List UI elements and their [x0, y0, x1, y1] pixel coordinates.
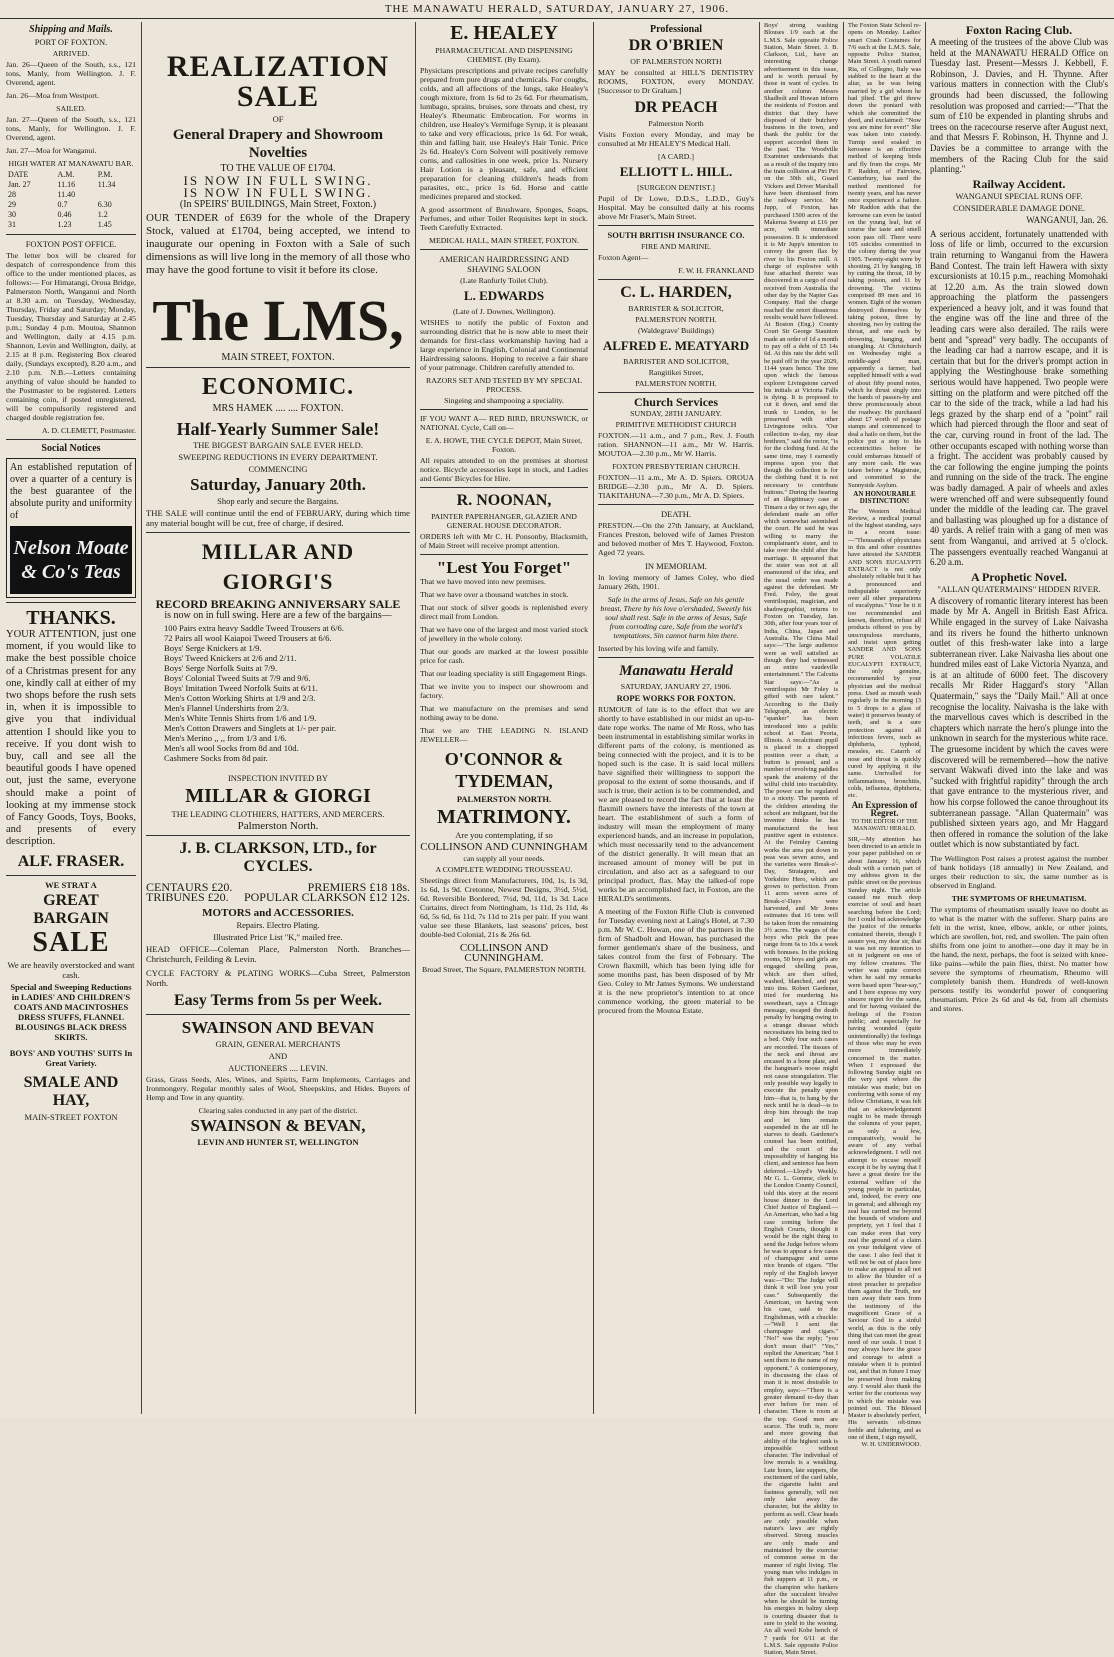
regret-heading: An Expression of Regret. — [851, 800, 918, 818]
edwards-late: (Late of J. Downes, Wellington). — [452, 307, 556, 316]
edwards-text: WISHES to notify the public of Foxton and surrounding district that he is now able to meet their demands for first-class workmanship having had a large experience in English, Colonial and Continental Hairdressing saloons. Hoping to receive a fair share of your patronage. Children carefully attended to. — [420, 318, 588, 372]
list-item: Men's White Tennis Shirts from 1/6 and 1/9. — [164, 713, 317, 723]
meatyard-pn: PALMERSTON NORTH. — [635, 379, 717, 388]
swainson-title: SWAINSON AND BEVAN — [181, 1018, 375, 1037]
contemplating: Are you contemplating, if so — [455, 830, 553, 840]
obrien-text: MAY be consulted at HILL'S DENTISTRY ROOMS, FOXTON, every MONDAY. [Successor to Dr Graham.] — [598, 68, 754, 95]
symptoms-text: The symptoms of rheumatism usually leave no doubt as to what is the matter with the sufferer. Sharp pains are felt in the wrist, knee, elbow, ankle, or other joints, which are swollen, hot, red, and swollen. The pain often shifts from one joint to another—one day it may be in the hand, the next, perhaps, the foot is seized with knee-like pains—while the pain flies, thirst. No matter how severe the symptoms of rheumatism, Rheumo will completely banish them. Hundreds of well-known persons testify its wonderful power of conquering rheumatism. Price 2s 6d and 4s 6d, from all chemists and stores. — [930, 904, 1108, 1013]
list-item: That our stock of silver goods is replenished every direct mail from London. — [420, 603, 588, 621]
auctioneers: AUCTIONEERS .... LEVIN. — [228, 1063, 328, 1073]
tide-cell: 11.16 — [57, 180, 76, 189]
smale-hay: SMALE AND HAY, — [23, 1073, 119, 1109]
sheetings: Sheetings direct from Manufacturers, 10d, 1s, 1s 3d, 1s 6d, 1s 9d. Cretonne, Newest Designs, 3½d, 5½d, 6d. Reversible Bordered, 7½d, 9d, 11d, 1s 3d. Lace Curtains, direct from Nottingham, 1s 11d, 2s 11d, 4s 6d, 5s 6d, 6s 11d, 7s 11d to 21s per pair. If you want value see these Blankets, last seasons' prices, best double-bed Colonial, 21s & 26s 6d. — [420, 876, 588, 939]
lms-address: MAIN STREET, FOXTON. — [221, 352, 335, 363]
highwater-heading: HIGH WATER AT MANAWATU BAR. — [8, 159, 134, 168]
post-office-heading: FOXTON POST OFFICE. — [25, 239, 117, 249]
regret-to: TO THE EDITOR OF THE MANAWATU HERALD. — [851, 819, 918, 833]
tribunes-price: TRIBUNES £20. — [146, 890, 229, 904]
edwards-name: L. EDWARDS — [463, 288, 545, 303]
honour-text: The Western Medical Review, a medical journal of the highest standing, says in a recent issue:—"Thousands of physicians in this and other countries have attested the SANDER AND SONS EUCALYPTI EXTRACT is not only absolutely reliable but it has a pronounced and indisputable superiority over all other preparations of eucalyptus." Your be it it too recommended and known, therefore, refuse all products offered to you by unscrupulous merchants, and insist upon getting SANDER AND SONS PURE VOLATILE EUCALYPTI EXTRACT, the only genuine, recommended by your physician and the medical press. Used as mouth wash regularly in the morning (3 to 5 drops to a glass of water) it preserves beauty of teeth, and is a sure protection against all infectious fevers, such as diphtheria, typhoid, measles, etc. Catarrh of nose and throat is quickly cured by applying it the same. Unrivalled for inflammations, bronchitis, colds, influenza, diphtheria, etc. — [848, 507, 921, 800]
rope-heading: ROPE WORKS FOR FOXTON. — [616, 693, 736, 703]
sale-heading: SALE — [32, 926, 110, 958]
divider — [598, 657, 754, 658]
nelson-text: An established reputation of over a quarter of a century is the best guarantee of the absolute purity and uniformity of — [10, 462, 132, 521]
professional-heading: Professional — [649, 24, 703, 35]
tide-cell: 1.23 — [57, 220, 72, 229]
table-row — [6, 190, 136, 200]
pnorth: PALMERSTON NORTH. — [456, 794, 552, 804]
presbyterian-heading: FOXTON PRESBYTERIAN CHURCH. — [612, 462, 740, 471]
list-item: Boys' Tweed Knickers at 2/6 and 2/11. — [164, 653, 297, 663]
divider — [598, 225, 754, 226]
divider — [598, 279, 754, 280]
tender-text: OUR TENDER of £639 for the whole of the Drapery Stock, valued at £1704, being accepted, we intend to inaugurate our opening in Foxton with a Sale of such dimensions as will live long in the memory of all those who may have the good fortune to visit it before its close. — [146, 212, 410, 276]
list-item: That we have moved into new premises. — [420, 577, 546, 586]
harden-pn: PALMERSTON NORTH. — [635, 315, 717, 324]
mg-title: MILLAR & GIORGI — [185, 785, 371, 807]
primitive-heading: PRIMITIVE METHODIST CHURCH — [615, 420, 737, 429]
repairs-line: Repairs. Electro Plating. — [236, 920, 320, 930]
now-swing-1: IS NOW IN FULL SWING. — [183, 173, 373, 188]
table-row — [6, 180, 136, 190]
collinson-2: COLLINSON AND CUNNINGHAM. — [459, 942, 549, 964]
saturday-date: Saturday, January 20th. — [190, 475, 366, 494]
rope-text-2: A meeting of the Foxton Rifle Club is convened for Tuesday evening next at Laing's Hotel, at 7.30 p.m. Mr W. C. Howan, one of the partners in the firm of Shadbolt and Howan, has purchased the former gentleman's share of the business, and takes control from the first of February. The Crown flaxmill, which has been lying idle for some months past, has been disposed of by Mr Geo. Coley to Mr James Symons. We understand it is the new proprietor's intention to at once commence working, the green material to be procured from the Moutoa Estate. — [598, 907, 754, 1015]
inspection: INSPECTION INVITED BY — [227, 773, 329, 783]
healey-title: E. HEALEY — [450, 22, 558, 44]
list-item: 72 Pairs all wool Kaiapoi Tweed Trousers at 6/6. — [164, 633, 332, 643]
sweeping-reductions: SWEEPING REDUCTIONS IN EVERY DEPARTMENT. — [178, 452, 378, 462]
list-item: Men's all wool Socks from 8d and 10d. — [164, 743, 299, 753]
table-row — [6, 210, 136, 220]
news-items: Boys' strong washing Blouses 1/9 each at the L.M.S. Sale opposite Police Station, Main Street. J. B. Clarkson, Ltd., have an interesting change advertisement in this issue, and is worth perusal by those in want of cycles. In another column Messrs Shadbolt and Howan inform the residents of Foxton and district that they have disposed of their butchery business in the town, and thank the public for the support accorded them in the past. The Woodville Examiner understands that as a result of the inquiry into the train collision at Piri Piri on the 30th ult., Guard Vickers and Driver Marshall have been dismissed from the railway service. Mr Jupp, of Foxton, has purchased 1500 acres of the Makerua Swamp at £16 per acre, with immediate possession. It is understood it is Mr Jupp's intention to convey the green flax by river to his Foxton mill. A charge of explosive with fuse attached thereto was discovered in a cargo of coal received from Australia the other day by the Napier Gas Company. Had the charge reached the retort disastrous results would have followed. At Boston (Eng.) County Court Sir George Staunton made an order of 1d a month to pay off a debt of £5 14s 6d. At this rate the debt will be paid off in the year 2029, 1144 years hence. The tree upon which the famous explorer Livingstone carved his initials at Victoria Falls is dying. It is proposed to cut it down, and send the trunk to London, to be preserved with other Livingstone relics. "Our collection to-day, my dear brethren," said the rector, "is for the clothing fund. At the same time, may I earnestly impress upon you that though the collection is for the clothing fund it is not necessary to contribute buttons." During the hearing of an illegitimacy case at Timaru a day or two ago, the defendant made an offer which somewhat astonished the court. He said he was willing to marry the complainant's sister, and to take over the child after the marriage. It appeared that the sister was not at all enamoured of the idea, and the usual order was made against the defendant. Mr Fred. Foley, the great ventriloquist, magician, and shadowgraphist, returns to Foxton on Tuesday, Jan. 30th, after four years tour of India, China, Japan and Australia. The China Mail says:—"The large audience were as well satisfied as though they had witnessed an entire vaudeville entertainment." The Calcutta Star says:—"As a ventriloquist Mr Foley is gifted with rare talent." According to the Daily Telegraph, an electric "spanker" has been introduced into a public school at East Peoria, Illinois. A recalcitrant pupil is placed in a chopped position over a chair, a button is pressed, and a number of revolving paddles spank the anatomy of the wilful child into tractability. The power can be regulated to a nicety. The parents of the children attending the school are indignant, but the inventor thinks he has manufactured the best punitive agent in existence. At the Feimley Canning works the area put down in peas was seven acres, and the varieties were Break-o'-Day, Stratagem, and Yorkshire Hero, which are grown to perfection. From 11 acres seven acres of Break-o'-Days were harvested, and Mr Jones estimates that 16 tons will be taken from the remaining 3½ acres. The wages of the boys who pick the peas range from 6s to 10s a week with bonuses. In the picking rooms, 50 boys and girls are engaged shelling peas, which are then sifted, washed, blanched, and put into tins. Robert Gardener, tried for murdering his sweetheart, says a Chicago message, escaped the death penalty by hanging owing to a strange disease which necessitates his being tied to a bed. Only four such cases are recorded. The tissues of the neck and throat are encased in a bone plate, and the hangman's noose might not cause strangulation. The only possible way legally to execute the penalty upon him—that is, to hang by the neck until he is dead—is to drop him through the trap and let him remain suspended in the air till he starves to death. Gardener's counsel has been notified, and the court of the impossibility of hanging his client, and sentence has been deferred.—Lloyd's Weekly. Mr G. L. Gomme, clerk to the London County Council, told this story at the recent house dinner to the Lord Chief Justice of England.—An American, who had a big case coming before the English Courts, thought it would be the right thing to send the Judge before whom he was to appear a few cases of champagne and some nice brands of cigars. "The reply of the English lawyer was:—"Do: The Judge will think it will lose you your case." Subsequently the American, on having won his case, said to the Englishman, with a chuckle:—"Well I sent the champagne and cigars." "No!" was the reply; "you don't mean that!" "Yes," replied the American; "but I sent them in the name of my opponent." A contemporary, in discussing the class of man it is most desirable to employ, says:—"There is a greater demand to-day than ever before for men of character. There is room at the top. Good men are scarce. The truth is, more and more growing that ability of the highest rank is impossible without character. The individual of low morals is a weakling. Late hours, late suppers, the excitement of the card table, the cigarette habit and fastness generally, will not only take away the character, but the ability to perform as well. Clear heads are only possible when nature's laws are rightly observed. Strong muscles are only made and maintained by the exercise of common sense in the manner of right living. The young man who indulges in fish suppers at 11 p.m., or the champion who hankers after the succulent bivalve when he should be turning his energies in balmy sleep is courting disaster that is sure to yield to the wooing. An all wool Kobe bench of 7 yards for 6/11 at the L.M.S. Sale opposite Police Station, Main Street. — [764, 22, 838, 1657]
tide-cell — [96, 190, 136, 200]
death-text: PRESTON.—On the 27th January, at Auckland, Frances Preston, beloved wife of James Preston and beloved mother of Mrs T. Haywood, Foxton. Aged 72 years. — [598, 521, 754, 557]
clarkson-title: J. B. CLARKSON, LTD., for CYCLES. — [179, 840, 377, 875]
list-item: That our leading speciality is still Engagement Rings. — [420, 669, 588, 678]
tide-cell: 31 — [8, 220, 16, 229]
oconnor-title: O'CONNOR & TYDEMAN, — [444, 749, 564, 791]
can-supply: can supply all your needs. — [463, 854, 545, 863]
tide-header-row — [6, 170, 136, 180]
divider — [420, 487, 588, 488]
of-label: OF — [272, 114, 284, 124]
realization-heading: REALIZATION SALE — [166, 50, 390, 113]
list-item: Men's Merino ,, ,, from 1/3 and 1/6. — [164, 733, 287, 743]
memoriam-text: In loving memory of James Coley, who died January 26th, 1901. — [598, 573, 754, 591]
foxton-agent: Foxton Agent— — [598, 253, 649, 262]
grain-text: Grass, Grass Seeds, Ales, Wines, and Spirits, Farm Implements, Carriages and Ironmongery. Regular monthly sales of Wool, Sheepskins, and Hides. Buyers of Hemp and Tow in any quantity. — [146, 1075, 410, 1102]
sale-continue: THE SALE will continue until the end of FEBRUARY, during which time any material bought will be cut, free of charge, if desired. — [146, 508, 410, 528]
table-row — [6, 220, 136, 230]
racing-heading: Foxton Racing Club. — [965, 23, 1073, 37]
allan-heading: "ALLAN QUATERMAINS" HIDDEN RIVER. — [937, 583, 1101, 594]
divider — [6, 234, 136, 235]
post-note: The Wellington Post raises a protest against the number of bank holidays (18 annually) in New Zealand, and urges their reduction to six, the same number as is observed in England. — [930, 853, 1108, 890]
thanks-heading: THANKS. — [26, 607, 116, 629]
general-drapery: General Drapery and Showroom Novelties — [172, 127, 384, 161]
harden-title: C. L. HARDEN, — [620, 284, 732, 301]
list-item: Boys' Serge Knickers at 1/9. — [164, 643, 262, 653]
fraser-name: ALF. FRASER. — [17, 852, 125, 870]
column-6 — [926, 22, 1112, 1414]
port-heading: PORT OF FOXTON. — [34, 37, 108, 47]
shop-early: Shop early and secure the Bargains. — [217, 496, 339, 506]
trousseau: A COMPLETE WEDDING TROUSSEAU. — [435, 865, 573, 874]
tide-cell: 30 — [8, 210, 16, 219]
american-hair: AMERICAN HAIRDRESSING AND SHAVING SALOON — [439, 254, 569, 274]
rangitikei: Rangitikei Street, — [648, 368, 704, 377]
peach-title: DR PEACH — [634, 99, 718, 116]
church-heading: Church Services — [633, 395, 719, 409]
barrister-2: BARRISTER AND SOLICITOR, — [623, 357, 729, 366]
column-5b — [844, 22, 925, 1449]
obrien-title: DR O'BRIEN — [628, 37, 724, 54]
divider — [146, 835, 410, 836]
list-item: Boys' Colonial Tweed Suits at 7/9 and 9/6. — [164, 673, 311, 683]
divider — [420, 409, 588, 410]
news-items-2: The Foxton State School re-opens on Monday. Ladies' smart Crash Costumes for 7/6 each at the L.M.S. Sale, opposite Police Station, Main Street. A youth named Ria, of Collegno, Italy was stabbed to the heart at the altar, as he was being married by a girl whom he had jilted. The girl threw down the poniard with which she committed the deed, and exclaimed: "Now you are mine for ever!" She was taken into custody. Turnip seed soaked in kerosene is an effective method of keeping birds and fly from the crops. Mr F. Raddon, of Fairview, Canterbury, has used the method mentioned for twenty years, and has never once experienced a failure. Mr Raddon adds that the kerosene can even be tasted on the young leaf, but of course the taste and smell soon pass off. There were 105 suicides committed in the colony during the year 1905. Twenty-eight were by shooting, 21 by hanging, 18 by cutting the throat, 18 by taking poison, and 11 by drowning. The victims comprised 89 men and 16 women. Eight of the women destroyed themselves by taking poison, three by shooting, two by cutting the throat, and one each by drowning, hanging, and strangling. At Christchurch on Wednesday night a middle-aged man, apparently a farmer, had supplied himself with a wad of about fifty pound notes, which he thrust singly into the hands of passers-by and threw promiscuously about the roadway. He purchased about £7 worth of postage stamps and commenced to deal a hailo on them, but the police put a stop to his eccentricities before he could embarrass himself of any more cash. He was taken before a Magistrate, and committed to the Sunnyside Asylum. — [848, 22, 921, 489]
clothiers: THE LEADING CLOTHIERS, HATTERS, AND MERCERS. — [171, 809, 385, 819]
sailed-label: SAILED. — [56, 104, 86, 113]
lms-title: The LMS, — [152, 288, 404, 353]
value-line: TO THE VALUE OF £1704. — [220, 163, 336, 174]
tide-cell: 0.46 — [57, 210, 72, 219]
church-sunday: SUNDAY, 28TH JANUARY. — [630, 409, 722, 418]
presbyterian-text: FOXTON—11 a.m., Mr A. D. Spiers. OROUA BRIDGE—2.30 p.m., Mr A. D. Spiers. TIAKITAHUNA—7.30 p.m., Mr A. D. Spiers. — [598, 473, 754, 500]
medical-hall: MEDICAL HALL, MAIN STREET, FOXTON. — [429, 236, 579, 245]
grain-merchants: GRAIN, GENERAL MERCHANTS — [215, 1039, 341, 1049]
swainson-title-2: SWAINSON & BEVAN, — [190, 1116, 366, 1135]
divider — [146, 532, 410, 533]
meatyard-title: ALFRED E. MEATYARD — [602, 338, 750, 353]
brushware: A good assortment of Brushware, Sponges, Soaps, Perfumes, and other Toilet Requisites kept in stock. Teeth Carefully Extracted. — [420, 205, 588, 232]
herald-title: Manawatu Herald — [619, 663, 733, 679]
matrimony-title: MATRIMONY. — [437, 806, 571, 828]
surgeon: [SURGEON DENTIST.] — [637, 183, 715, 192]
list-item: Cashmere Socks from 8d pair. — [164, 753, 268, 763]
death-heading: DEATH. — [661, 509, 691, 519]
dateline: WANGANUI, Jan. 26. — [1026, 214, 1108, 225]
tide-cell: 11.40 — [57, 190, 76, 199]
hamek-line: MRS HAMEK .... .... FOXTON. — [212, 403, 344, 414]
fire-marine: FIRE AND MARINE. — [641, 242, 711, 251]
arrival-1: Jan. 26—Queen of the South, s.s., 121 tons, Manly, from Wellington. J. F. Overend, agent. — [6, 60, 136, 87]
premiers-price: PREMIERS £18 18s. — [307, 880, 410, 894]
novel-text: A discovery of romantic literary interest has been made by Mr A. Angell in British East Africa. While engaged in the survey of Lake Naivasha and its rivers he found the hitherto unknown outlet of this fresh-water lake into a large subterranean river. Lake Naivasha lies about one hundred miles east of Lake Victoria Nyanza, and is at an altitude of 6000 feet. The discovery recalls Mr Rider Haggard's story "Allan Quatermain," says the "Daily Mail." All at once recognise the locality. Naivasha is the lake with the marvellous caves which is described in the chapters which narrate the hero's plunge into the unknown in search for the mysterious white race. The gruesome incident by which the caves were discovered will be remembered—how the native servant Wakwafi dived into the lake and was "sucked with frightful rapidity" through the arch that gave entrance to the mysterious river, and how his corpse followed the canoe throughout its subterranean passage. "Allan Quatermain" was published sixteen years ago, and Mr Haggard then offered in romance the solution of the lake outlet which is now substantiated by fact. — [930, 595, 1108, 850]
lest-list — [420, 577, 588, 744]
list-item: Men's Cotton Working Shirts at 1/9 and 2/3. — [164, 693, 316, 703]
obrien-sub: OF PALMERSTON NORTH — [630, 57, 722, 66]
pharm-sub: PHARMACEUTICAL AND DISPENSING CHEMIST. (By Exam). — [435, 46, 573, 64]
honour-heading: AN HONOURABLE DISTINCTION! — [853, 490, 916, 506]
sailing-1: Jan. 27—Queen of the South, s.s., 121 tons, Manly, for Wellington. J. F. Overend, agent. — [6, 115, 136, 142]
herald-date: SATURDAY, JANUARY 27, 1906. — [620, 682, 732, 691]
wanganui-heading: WANGANUI SPECIAL RUNS OFF. — [955, 190, 1083, 201]
divider — [420, 249, 588, 250]
tide-cell: 29 — [8, 200, 16, 209]
economic-title: ECONOMIC. — [201, 374, 355, 400]
symptoms-heading: THE SYMPTOMS OF RHEUMATISM. — [951, 893, 1087, 903]
damage-heading: CONSIDERABLE DAMAGE DONE. — [953, 202, 1085, 213]
tide-head-am: A.M. — [57, 170, 75, 179]
tide-table — [6, 170, 136, 230]
noonan-orders: ORDERS left with Mr C. H. Ponsonby, Blacksmith, of Main Street will receive prompt attention. — [420, 532, 588, 550]
mg-palmerston: Palmerston North. — [237, 820, 319, 832]
biggest-sale: THE BIGGEST BARGAIN SALE EVER HELD. — [193, 440, 363, 450]
column-5a-text — [760, 22, 842, 1657]
racing-text: A meeting of the trustees of the above Club was held at the MANAWATU HERALD Office on Tuesday last. Present—Messrs J. Kebbell, F. Robinson, J. Davies, and H. Thynne. After various matters in connection with the Club's grounds had been discussed, the following resolution was proposed and carried:—"That the sum of £10 be expended in planting shrubs and trees on the racecourse reserve after August next, and that Messrs F. Robinson, H. Thynne and J. Davies be a committee to arrange with the members of the Racing Club for the said planting." — [930, 37, 1108, 175]
tide-cell: 11.34 — [97, 180, 116, 189]
column-2 — [142, 22, 414, 1414]
millar-title: MILLAR AND GIORGI'S — [201, 539, 355, 594]
broad-street: Broad Street, The Square, PALMERSTON NORTH. — [422, 965, 586, 974]
list-item: That we are THE LEADING N. ISLAND JEWELLER— — [420, 726, 588, 744]
great-bargain: GREAT BARGAIN — [33, 891, 109, 927]
howe: E. A. HOWE, THE CYCLE DEPOT, Main Street, Foxton. — [425, 436, 583, 454]
clearing-sales: Clearing sales conducted in any part of the district. — [198, 1106, 358, 1115]
divider — [598, 504, 754, 505]
special-reductions: Special and Sweeping Reductions in LADIES' AND CHILDREN'S COATS AND MACINTOSHES DRESS STUFFS, FLANNEL BLOUSINGS BLACK DRESS SKIRTS. — [10, 981, 132, 1042]
thanks-text: YOUR ATTENTION, just one moment, if you would like to make the best possible choice of a Christmas present for any one, kindly call at either of my two shops before the rush sets in, when it is impossible to give you that individual attention I should like you to receive. If you dont wish to buy, call and see all the beautiful goods I have opened out, just the same, everyone should make a point of looking at my immense stock of Fancy Goods, Toys, Books, and presents of every description. — [6, 629, 136, 848]
table-row — [6, 200, 136, 210]
cycle-prices-2 — [146, 892, 410, 902]
bargain-list — [146, 623, 410, 763]
divider — [420, 554, 588, 555]
noonan-text: PAINTER PAPERHANGER, GLAZIER AND GENERAL HOUSE DECORATOR. — [431, 512, 577, 530]
waldegrave: (Waldegrave' Buildings) — [638, 326, 714, 335]
now-swing-2: IS NOW IN FULL SWING. — [183, 185, 373, 200]
peach-sub: Palmerston North — [648, 119, 704, 128]
list-item: That our goods are marked at the lowest possible price for cash. — [420, 647, 588, 665]
motors-accessories: MOTORS and ACCESSORIES. — [202, 907, 354, 919]
tide-cell: 28 — [8, 190, 16, 199]
list-item: 100 Pairs extra heavy Saddle Tweed Trousers at 6/6. — [164, 623, 344, 633]
smale-address: MAIN-STREET FOXTON — [24, 1111, 118, 1122]
rope-text: RUMOUR of late is to the effect that we are shortly to have established in our midst an up-to-date rope works. The name of Mr Ross, who has been instrumental in establishing similar works in different parts of the colony, is mentioned as being connected with the project, and it is to be hoped such is the case. It is said local millers have signified their willingness to support the proposal to the extent of some thousands, and if such is true, their action is to be commended, and we are pleased to record the fact that at least the flaxmill owners have the interests of the town at heart. The establishment of such a form of industry will mean the employment of many experienced hands, and an increase in population, which must necessarily tend to the advancement of the district generally. It will mean that an increased amount of money will be put in circulation, and also act as a safeguard to our principal product, flax. May the talked-of rope works be an accomplished fact, in Foxton, are the HERALD's sentiments. — [598, 705, 754, 903]
divider — [6, 875, 136, 876]
list-item: Men's Flannel Undershirts from 2/3. — [164, 703, 289, 713]
tide-head-pm: P.M. — [97, 170, 113, 179]
list-item: Men's Cotton Drawers and Singlets at 1/- per pair. — [164, 723, 337, 733]
postmaster: A. D. CLEMETT, Postmaster. — [41, 426, 136, 435]
primitive-text: FOXTON.—11 a.m., and 7 p.m., Rev. J. Fouth ration. SHANNON—11 a.m., Mr W. Harris. MOUTOA—2.30 p.m., Mr W. Harris. — [598, 431, 754, 458]
levin-wellington: LEVIN AND HUNTER ST, WELLINGTON — [197, 1137, 359, 1147]
column-4 — [594, 22, 758, 1414]
lest-title: "Lest You Forget" — [436, 558, 572, 577]
divider — [146, 1014, 410, 1015]
column-3 — [416, 22, 592, 1414]
popular-price: POPULAR CLARKSON £12 12s. — [243, 890, 410, 904]
post-office-text: The letter box will be cleared for despatch of correspondence from this office to the under mentioned places, as follows:— For Himatangi, Oroua Bridge, Palmerston North, Wanganui and North at 8.30 a.m. on Tuesday, Wednesday, Thursday, Friday and Saturday; Monday, Tuesday, Thursday and Saturday at 2.45 p.m.; Sunday 4 p.m. Moutoa, Shannon and Wellington, daily at 4.15 p.m. Shannon, Levin and Wellington, daily, at 2.15 at 8 p.m. Registering Box cleared daily, (Sundays excepted), 8.20 a.m., and 2.10 p.m. N.B.—Letters containing anything of value should be handed to the Postmaster to be registered. Letters containing coin, if posted unregistered, will be compulsorily registered and charged double registration fee. — [6, 251, 136, 422]
railway-text: A serious accident, fortunately unattended with loss of life or limb, occurred to the excursion train returning to Wanganui from the Hawera Band Contest. The train left Hawera with sixty excursionists at 10.15 p.m., reaching Momohaki at 12.20 a.m. As the train slowed down approaching the platform the passengers experienced a heavy jolt, and it was found that the engine was off the line and three of the leading cars were also derailed. The rails were bent and "spread" very badly. The occupants of the leading car had a narrow escape, and it is certain that but for the driver's prompt action in applying the Westinghouse brake something serious would have happened. Two people were sitting on the platform and were pitched off the car to the side of the track, while a lad had his legs grazed by the sharp end of a "point" rail which had pierced through the floor and seat of the car, curving round in front of the lad. The other occupants escaped with nothing worse than a fright. The accident was probably caused by the car following the engine jumping the points and running on the side of the track. The engine was badly damaged. A pair of wheels and axles were wrenched off and were subsequently found under the middle of the leading car. The gravel and ballasting was ploughed up for a distance of 40 yards. A relief train with a gang of men was sent from Wanganui, and arrived at 5 o'clock. The passengers eventually reached Wanganui at 6.20 a.m. — [930, 228, 1108, 568]
divider — [6, 439, 136, 440]
peach-text: Visits Foxton every Monday, and may be consulted at Mr HEALEY'S Medical Hall. — [598, 130, 754, 148]
tide-cell: 0.7 — [57, 200, 68, 209]
nelson-tea-ad — [6, 458, 136, 598]
tide-cell: 1.45 — [97, 220, 112, 229]
barrister: BARRISTER & SOLICITOR, — [628, 304, 724, 313]
social-heading: Social Notices — [41, 443, 101, 454]
hill-title: ELLIOTT L. HILL. — [619, 164, 733, 179]
a-card: [A CARD.] — [658, 152, 694, 161]
list-item: That we manufacture on the premises and send nothing away to be done. — [420, 704, 588, 722]
south-british: SOUTH BRITISH INSURANCE CO. — [607, 230, 745, 240]
shipping-heading: Shipping and Mails. — [29, 24, 113, 35]
arrival-2: Jan. 26—Moa from Westport. — [6, 91, 99, 100]
if-you-want: IF YOU WANT A— RED BIRD, BRUNSWICK, or NATIONAL Cycle, Call on— — [420, 414, 588, 432]
underwood: W. H. UNDERWOOD. — [861, 1441, 921, 1449]
tide-head-date: DATE — [8, 170, 29, 179]
price-list: Illustrated Price List "K," mailed free. — [213, 932, 343, 942]
pharm-text: Physicians prescriptions and private recipes carefully prepared from pure drugs and chemicals. For coughs, colds, and all affections of the lungs, take Healey's cough mixture, from 1s 6d to 2s 6d. For rheumatism, lumbago, sprains, bruises, sore throats and chest, try Healey's Rheumatic Embrocation. For worms in children, use Healey's Vermifuge Syrup, it is pleasant to take and very efficacious, price 1s 6d. For weak, thin and falling hair, use Healey's Hair Tonic. Price 2s 6d. Healey's Corn Solvent will positively remove corns, and callosities in one week, price 1s. Nursery Hair Lotion is a pleasant, safe, and efficient preparation for cleaning children's heads from parasites, etc., price 1s 6d. Horse and cattle medicines prepared and stocked. — [420, 66, 588, 201]
razors: RAZORS SET AND TESTED BY MY SPECIAL PROCESS. — [426, 376, 582, 394]
list-item: Boys' Imitation Tweed Norfolk Suits at 6/11. — [164, 683, 318, 693]
howe-text: All repairs attended to on the premises at shortest notice. Bicycle accessories kept in stock, and Ladies and Gents' Bicycles for Hire. — [420, 456, 588, 483]
singeing: Singeing and shampooing a speciality. — [444, 396, 564, 405]
frankland: F. W. H. FRANKLAND — [678, 266, 754, 275]
head-office: HEAD OFFICE—Coleman Place, Palmerston North. Branches—Christchurch, Feilding & Levin. — [146, 944, 410, 964]
half-yearly: Half-Yearly Summer Sale! — [176, 419, 380, 439]
tide-cell: 6.30 — [97, 200, 112, 209]
sailing-2: Jan. 27—Moa for Wanganui. — [6, 146, 97, 155]
commencing: COMMENCING — [248, 464, 308, 474]
speirs-buildings: (In SPEIRS' BUILDINGS, Main Street, Foxton.) — [179, 199, 377, 210]
noonan-title: R. NOONAN, — [456, 492, 552, 509]
easy-terms: Easy Terms from 5s per Week. — [173, 992, 382, 1009]
masthead: THE MANAWATU HERALD, SATURDAY, JANUARY 27, 1906. — [0, 0, 1114, 19]
divider — [6, 602, 136, 603]
railway-heading: Railway Accident. — [972, 176, 1066, 191]
centaurs-price: CENTAURS £20. — [146, 880, 233, 894]
collinson-1: COLLINSON AND CUNNINGHAM — [420, 841, 588, 853]
list-item: That we have one of the largest and most varied stock of jewellery in the whole colony. — [420, 625, 588, 643]
arrived-label: ARRIVED. — [52, 49, 90, 58]
column-1 — [2, 22, 140, 1414]
sale-text: We are heavily overstocked and want cash. — [7, 959, 135, 980]
regret-text: SIR,—My attention has been directed to an article in your paper published on or about January 16, which dealt with a certain part of my address given in the public street on the previous Sunday night. The article caused me much deep exercise of soul and heart searching before the Lord; for I could but acknowledge the justice of the remarks contained therein, though I assure you, my dear sir, that it was not my intention to sit in judgment on one of my fellow creatures. The writer was quite correct when he said my remarks were based upon "hear-say," and I here express my very sincere regret for the same, and for having violated the feelings of the Foxton public; and especially for having wounded (quite unintentionally) the feelings of those who may be even more immediately concerned in the matter. When I expressed the following Sunday night on the very spot where the mistake was made; but on conferring with some of my fellow Christians, it was felt that an acknowledgement ought to be made through the columns of your paper, as only a few, comparatively, would be aware of any verbal acknowledgment. I will not attempt to excuse myself except it be by saying that I have a great desire for the external welfare of the young people in particular, and, indeed, for every one in general; and although my zeal has carried me beyond the bounds of wisdom and propriety, yet I feel that I can make even that very zeal the ground of a claim on your indulgent view of the case. I also feel that it will not be out of place here to make an appeal to all not to allow the blunder of a street preacher to prejudice them against the Truth, nor turn away their ears from the testimony of the magnificent Grace of a Saviour God to a sinful world, as this is the only thing that can meet the great need of our souls. I trust I may always have the grace and courage to admit a mistake when it is pointed out, and that in future I may be preserved from making any. I would also thank the writer for the courteous way in which the mistake was pointed out. The Blessed Master is absolutely perfect, His servants oft-times feeble and faltering, and as one of them, I sign myself, — [848, 835, 921, 1441]
divider — [598, 392, 754, 393]
boys-suits: BOYS' AND YOUTHS' SUITS In Great Variety. — [9, 1047, 133, 1068]
and-label: AND — [268, 1051, 288, 1061]
list-item: That we invite you to inspect our showroom and factory. — [420, 682, 588, 700]
novel-heading: A Prophetic Novel. — [970, 569, 1068, 584]
tide-cell: 1.2 — [97, 210, 108, 219]
tide-cell: Jan. 27 — [8, 180, 31, 189]
list-item: Boys' Serge Norfolk Suits at 7/9. — [164, 663, 278, 673]
ranfurly: (Late Ranfurly Toilet Club). — [460, 276, 548, 285]
in-full-swing: is now on in full swing. Here are a few of the bargains— — [164, 610, 392, 621]
memoriam-verse: Safe in the arms of Jesus, Safe on his gentle breast, There by his love o'ershaded, Sweetly his soul shall rest. Safe in the arms of Jesus, Safe from corroding care, Safe from the world's temptations, Sin cannot harm him there. — [600, 595, 752, 640]
nelson-brand: Nelson Moate & Co's Teas — [10, 526, 132, 594]
memoriam-heading: IN MEMORIAM. — [645, 561, 707, 571]
divider — [146, 367, 410, 368]
record-sale: RECORD BREAKING ANNIVERSARY SALE — [155, 597, 401, 611]
list-item: That we have over a thousand watches in stock. — [420, 590, 569, 599]
cycle-factory: CYCLE FACTORY & PLATING WORKS—Cuba Street, Palmerston North. — [146, 968, 410, 988]
memoriam-inserted: Inserted by his loving wife and family. — [598, 644, 719, 653]
hill-text: Pupil of Dr Lowe, D.D.S., L.D.D., Guy's Hospital. May be consulted daily at his rooms above Mr Fraser's, Main Street. — [598, 194, 754, 221]
wehave: WE STRAT A — [45, 879, 97, 890]
